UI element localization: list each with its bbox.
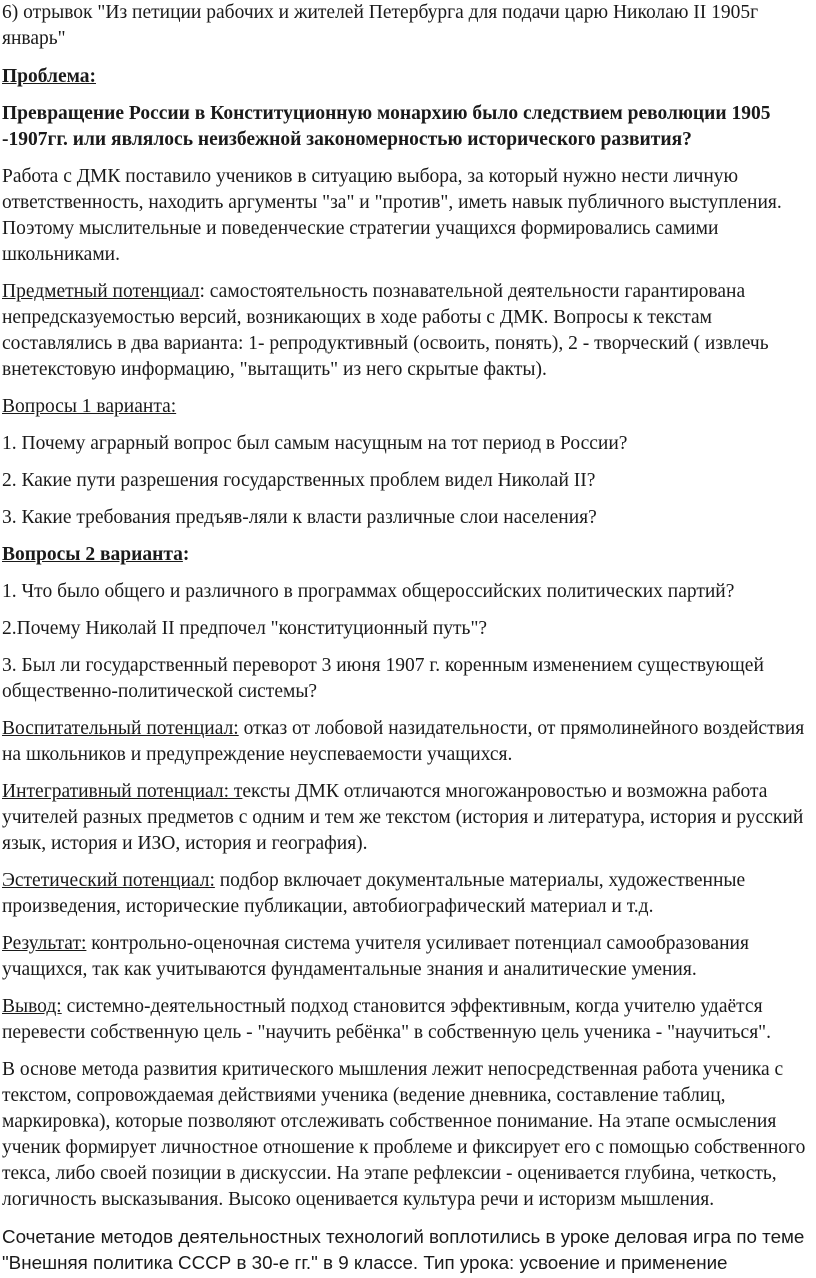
variant2-question: 2.Почему Николай II предпочел "конституционный путь"? bbox=[2, 618, 488, 639]
variant2-heading-colon: : bbox=[182, 544, 190, 565]
educational-potential-paragraph bbox=[2, 716, 808, 768]
result-paragraph bbox=[2, 931, 808, 983]
conclusion-label: Вывод: bbox=[2, 996, 62, 1017]
educational-potential-text: отказ от лобовой назидательности, от прямолинейного воздействия на школьников и предупреждение неуспеваемости учащихся. bbox=[2, 718, 805, 765]
variant1-heading: Вопросы 1 варианта: bbox=[2, 396, 177, 417]
critical-thinking-paragraph: В основе метода развития критического мышления лежит непосредственная работа ученика с текстом, сопровождаемая действиями ученика (ведение дневника, составление таблиц, маркировка), которые позволяют отслеживать собственное понимание. На этапе осмысления ученик формирует личностное отношение к проблеме и фиксирует его с помощью собственного текса, либо своей позиции в дискуссии. На этапе рефлексии - оценивается глубина, четкость, логичность высказывания. Высоко оценивается культура речи и историзм мышления. bbox=[2, 1059, 806, 1210]
problem-label: Проблема: bbox=[2, 66, 97, 87]
conclusion-text: системно-деятельностный подход становится эффективным, когда учителю удаётся перевести собственную цель - "научить ребёнка" в собственную цель ученика - "научиться". bbox=[2, 996, 771, 1043]
variant1-question: 1. Почему аграрный вопрос был самым насущным на тот период в России? bbox=[2, 433, 628, 454]
variant1-question: 3. Какие требования предъяв-ляли к власти различные слои населения? bbox=[2, 507, 597, 528]
variant2-heading: Вопросы 2 варианта bbox=[2, 544, 183, 565]
variant2-heading-line bbox=[2, 542, 808, 568]
result-text: контрольно-оценочная система учителя усиливает потенциал самообразования учащихся, так как учитываются фундаментальные знания и аналитические умения. bbox=[2, 933, 749, 980]
intro-paragraph: 6) отрывок "Из петиции рабочих и жителей Петербурга для подачи царю Николаю II 1905г январь" bbox=[2, 2, 759, 49]
variant1-question: 2. Какие пути разрешения государственных проблем видел Николай II? bbox=[2, 470, 596, 491]
conclusion-paragraph bbox=[2, 994, 808, 1046]
dmk-paragraph: Работа с ДМК поставило учеников в ситуацию выбора, за который нужно нести личную ответственность, находить аргументы "за" и "против", иметь навык публичного выступления. Поэтому мыслительные и поведенческие стратегии учащихся формировались самими школьниками. bbox=[2, 166, 782, 265]
final-paragraph: Сочетание методов деятельностных технологий воплотились в уроке деловая игра по теме "Внешняя политика СССР в 30-е гг." в 9 классе. Тип урока: усвоение и применение bbox=[2, 1226, 805, 1273]
result-label: Результат: bbox=[2, 933, 87, 954]
subject-potential-paragraph bbox=[2, 279, 808, 383]
subject-potential-text: : самостоятельность познавательной деятельности гарантирована непредсказуемостью версий, возникающих в ходе работы с ДМК. Вопросы к текстам составлялись в два варианта: 1- репродуктивный (освоить, понять), 2 - творческий ( извлечь внетекстовую информацию, "вытащить" из него скрытые факты). bbox=[2, 281, 769, 380]
integrative-potential-label: Интегративный потенциал: т bbox=[2, 781, 243, 802]
subject-potential-label: Предметный потенциал bbox=[2, 281, 200, 302]
problem-question: Превращение России в Конституционную монархию было следствием революции 1905 -1907гг. или являлось неизбежной закономерностью исторического развития? bbox=[2, 103, 771, 150]
educational-potential-label: Воспитательный потенциал: bbox=[2, 718, 239, 739]
aesthetic-potential-label: Эстетический потенциал: bbox=[2, 870, 215, 891]
integrative-potential-paragraph bbox=[2, 779, 808, 857]
integrative-potential-text: ексты ДМК отличаются многожанровостью и возможна работа учителей разных предметов с одним и тем же текстом (история и литература, история и русский язык, история и ИЗО, история и география). bbox=[2, 781, 804, 854]
aesthetic-potential-text: подбор включает документальные материалы, художественные произведения, исторические публикации, автобиографический материал и т.д. bbox=[2, 870, 746, 917]
variant2-question: 1. Что было общего и различного в программах общероссийских политических партий? bbox=[2, 581, 735, 602]
variant2-question: 3. Был ли государственный переворот 3 июня 1907 г. коренным изменением существующей общественно-политической системы? bbox=[2, 655, 764, 702]
aesthetic-potential-paragraph bbox=[2, 868, 808, 920]
